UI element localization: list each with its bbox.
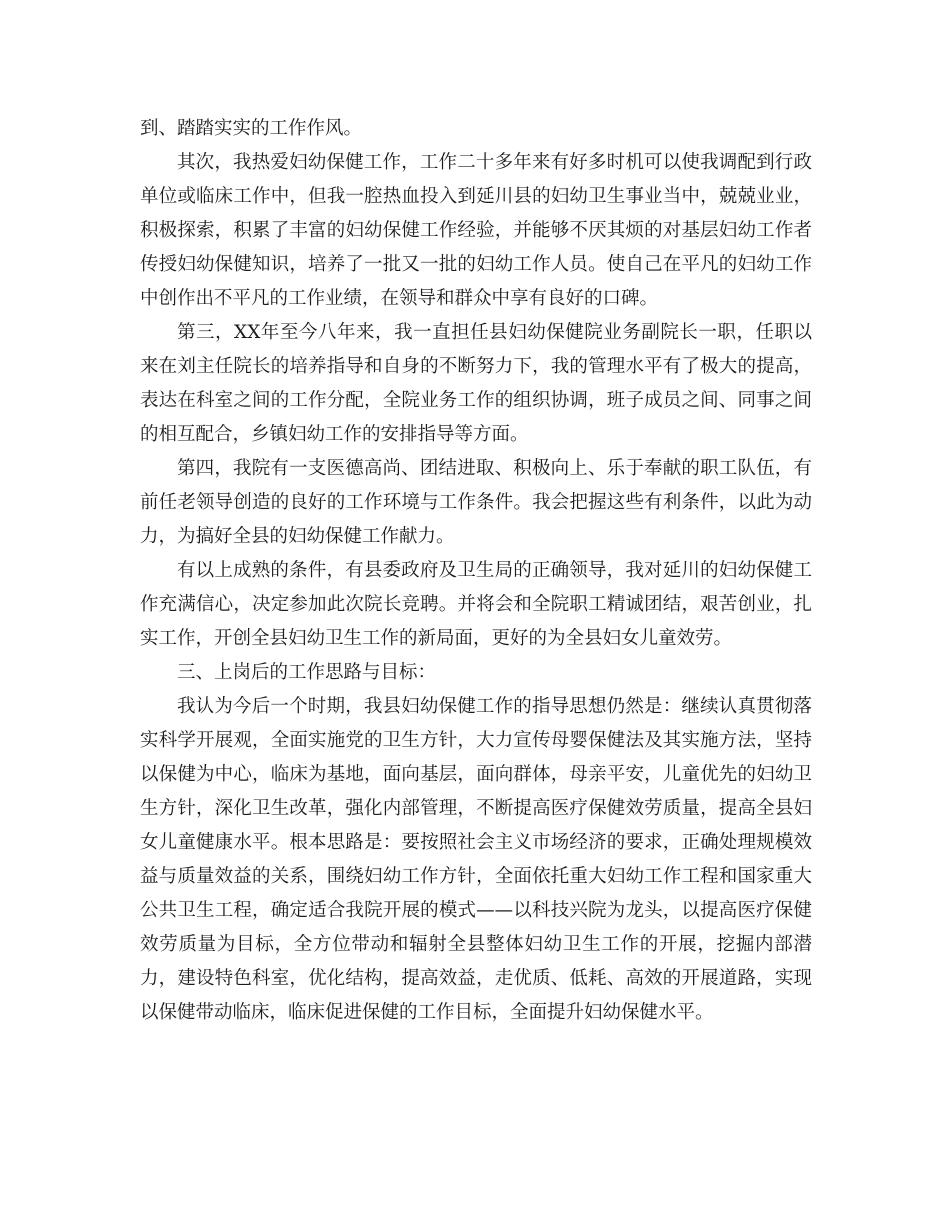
text-line: 其次，我热爱妇幼保健工作，工作二十多年来有好多时机可以使我调配到行政 [177,152,812,173]
text-line: 传授妇幼保健知识，培养了一批又一批的妇幼工作人员。使自己在平凡的妇幼工作 [140,254,812,275]
text-line: 表达在科室之间的工作分配，全院业务工作的组织协调，班子成员之间、同事之间 [140,390,812,411]
text-line: 我认为今后一个时期，我县妇幼保健工作的指导思想仍然是：继续认真贯彻落 [177,696,812,717]
text-line: 力，为搞好全县的妇幼保健工作献力。 [140,526,455,547]
text-line: 力，建设特色科室，优化结构，提高效益，走优质、低耗、高效的开展道路，实现 [140,968,812,989]
text-line: 三、上岗后的工作思路与目标： [177,662,437,683]
section-heading [140,656,812,690]
text-line: 作充满信心，决定参加此次院长竞聘。并将会和全院职工精诚团结，艰苦创业，扎 [140,594,812,615]
document-page [140,112,812,1030]
text-line: 前任老领导创造的良好的工作环境与工作条件。我会把握这些有利条件，以此为动 [140,492,812,513]
text-line: 以保健为中心，临床为基地，面向基层，面向群体，母亲平安，儿童优先的妇幼卫 [140,764,812,785]
text-line: 公共卫生工程，确定适合我院开展的模式——以科技兴院为龙头，以提高医疗保健 [140,900,812,921]
text-line: 积极探索，积累了丰富的妇幼保健工作经验，并能够不厌其烦的对基层妇幼工作者 [140,220,812,241]
paragraph [140,554,812,656]
text-line: 的相互配合，乡镇妇幼工作的安排指导等方面。 [140,424,529,445]
paragraph [140,452,812,554]
text-line: 中创作出不平凡的工作业绩，在领导和群众中享有良好的口碑。 [140,288,659,309]
text-line: 来在刘主任院长的培养指导和自身的不断努力下，我的管理水平有了极大的提高， [140,356,812,377]
text-line: 实工作，开创全县妇幼卫生工作的新局面，更好的为全县妇女儿童效劳。 [140,628,733,649]
text-line: 女儿童健康水平。根本思路是：要按照社会主义市场经济的要求，正确处理规模效 [140,832,812,853]
text-line: 第三，XX年至今八年来，我一直担任县妇幼保健院业务副院长一职，任职以 [177,322,812,343]
text-line: 效劳质量为目标，全方位带动和辐射全县整体妇幼卫生工作的开展，挖掘内部潜 [140,934,812,955]
text-line: 有以上成熟的条件，有县委政府及卫生局的正确领导，我对延川的妇幼保健工 [177,560,812,581]
text-line: 以保健带动临床，临床促进保健的工作目标，全面提升妇幼保健水平。 [140,1002,714,1023]
paragraph [140,112,812,146]
text-line: 第四，我院有一支医德高尚、团结进取、积极向上、乐于奉献的职工队伍，有 [177,458,812,479]
paragraph [140,690,812,1030]
paragraph [140,316,812,452]
text-line: 益与质量效益的关系，围绕妇幼工作方针，全面依托重大妇幼工作工程和国家重大 [140,866,812,887]
text-line: 实科学开展观，全面实施党的卫生方针，大力宣传母婴保健法及其实施方法，坚持 [140,730,812,751]
paragraph [140,146,812,316]
text-line: 生方针，深化卫生改革，强化内部管理，不断提高医疗保健效劳质量，提高全县妇 [140,798,812,819]
text-line: 到、踏踏实实的工作作风。 [140,118,363,139]
text-line: 单位或临床工作中，但我一腔热血投入到延川县的妇幼卫生事业当中，兢兢业业， [140,186,812,207]
